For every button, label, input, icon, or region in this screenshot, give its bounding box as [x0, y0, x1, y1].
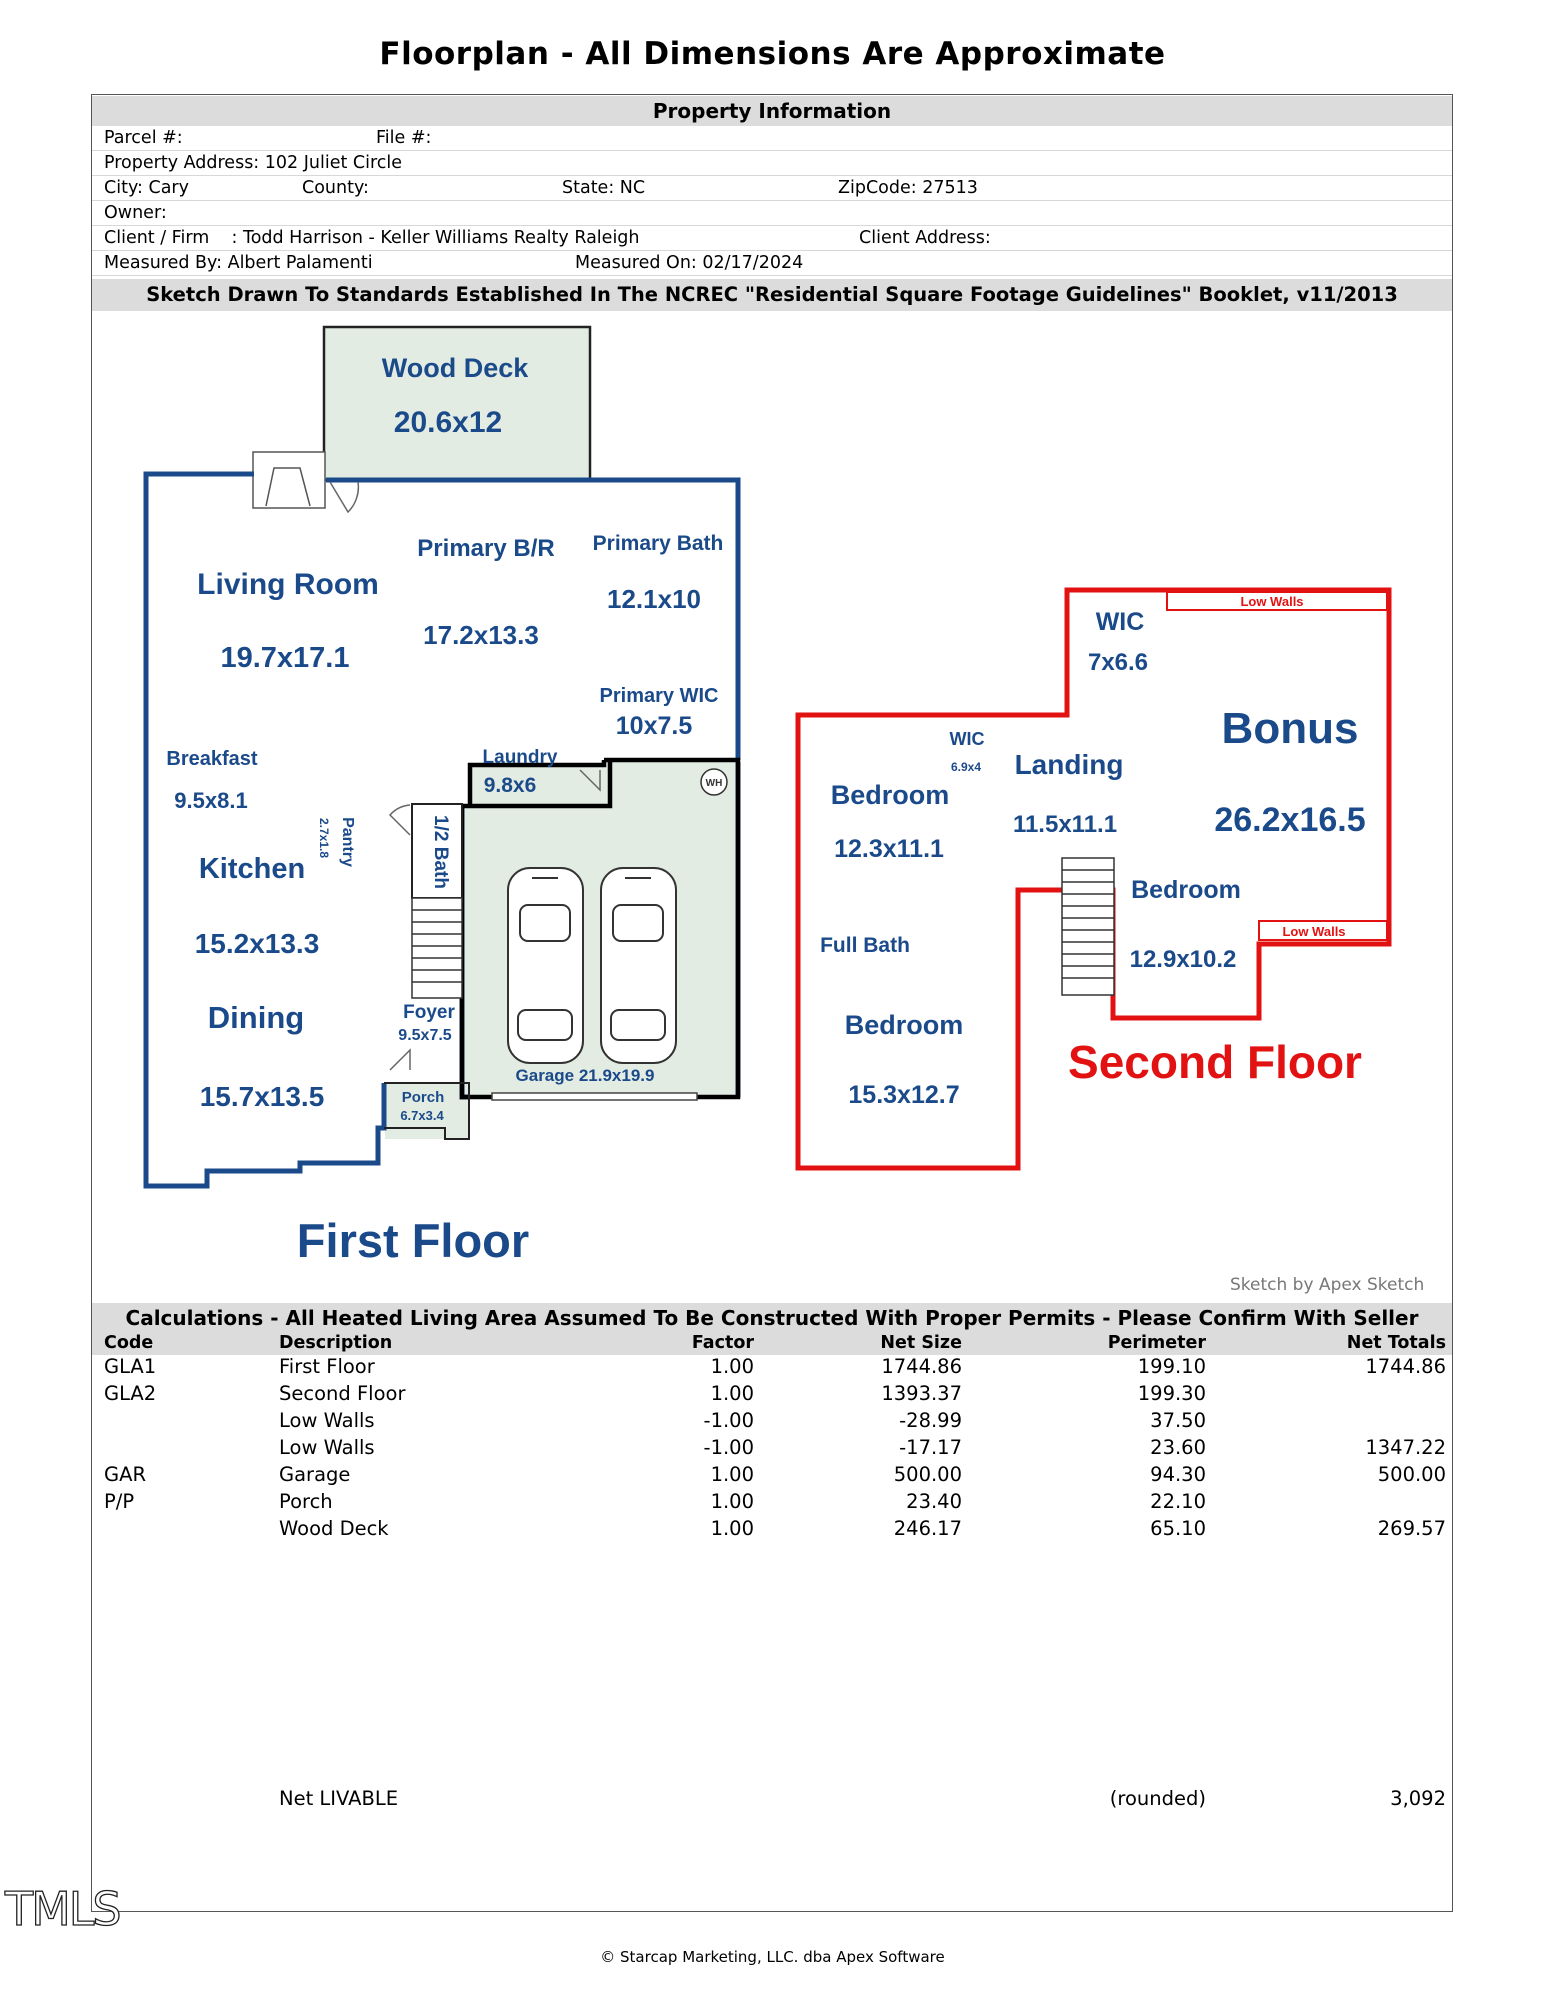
car-icon [601, 868, 676, 1063]
bedroom-label: Bedroom [1131, 876, 1241, 904]
row-factor: 1.00 [710, 1463, 754, 1486]
first-floor-title: First Floor [296, 1214, 530, 1267]
calculations-column-headers [92, 1333, 1452, 1355]
garage-label: Garage 21.9x19.9 [515, 1066, 655, 1085]
primary-br-label: Primary B/R [417, 535, 555, 562]
half-bath-label: 1/2 Bath [430, 815, 451, 889]
landing-dim: 11.5x11.1 [1012, 811, 1118, 838]
rounded-label: (rounded) [1109, 1787, 1206, 1810]
tmls-watermark-logo: TMLS [5, 1882, 120, 1936]
row-code: P/P [104, 1490, 135, 1513]
table-row [92, 1490, 1452, 1516]
row-description: Garage [279, 1463, 351, 1486]
bedroom-dim: 12.3x11.1 [834, 835, 944, 863]
measured-by-field: Measured By: Albert Palamenti [104, 253, 373, 273]
pantry-dim: 2.7x1.8 [317, 817, 331, 859]
bedroom-label: Bedroom [844, 1010, 964, 1040]
row-net-total: 269.57 [1377, 1517, 1446, 1540]
county-field: County: [302, 178, 369, 198]
row-net-size: -28.99 [899, 1409, 962, 1432]
client-field: Client / Firm : Todd Harrison - Keller Williams Realty Raleigh [104, 228, 640, 248]
primary-wic-label: Primary WIC [599, 685, 719, 707]
bedroom-dim: 15.3x12.7 [848, 1081, 960, 1109]
row-factor: -1.00 [703, 1436, 754, 1459]
client-address-field: Client Address: [859, 228, 991, 248]
net-livable-row [92, 1787, 1452, 1813]
parcel-field: Parcel #: [104, 128, 183, 148]
breakfast-label: Breakfast [166, 748, 258, 770]
table-row [92, 1382, 1452, 1408]
address-field: Property Address: 102 Juliet Circle [104, 153, 403, 173]
primary-br-dim: 17.2x13.3 [423, 620, 539, 650]
porch-label: Porch [401, 1089, 445, 1106]
property-info-heading: Property Information [92, 96, 1452, 126]
row-perimeter: 22.10 [1150, 1490, 1206, 1513]
row-net-size: 1393.37 [881, 1382, 962, 1405]
fireplace-box [253, 452, 325, 508]
table-row [92, 1436, 1452, 1462]
row-description: Wood Deck [279, 1517, 389, 1540]
row-perimeter: 65.10 [1150, 1517, 1206, 1540]
table-row [92, 1463, 1452, 1489]
second-floor-title: Second Floor [1068, 1036, 1362, 1088]
foyer-dim: 9.5x7.5 [398, 1027, 452, 1044]
owner-field: Owner: [104, 203, 167, 223]
col-factor: Factor [691, 1333, 754, 1353]
state-field: State: NC [562, 178, 646, 198]
net-livable-label: Net LIVABLE [279, 1787, 399, 1810]
water-heater-label: WH [705, 778, 723, 789]
second-floor-stairs [1062, 858, 1114, 995]
col-description: Description [279, 1333, 393, 1353]
first-floor-stairs [412, 898, 462, 998]
laundry-dim: 9.8x6 [483, 774, 537, 797]
laundry-label: Laundry [482, 747, 558, 768]
copyright-footer: © Starcap Marketing, LLC. dba Apex Software [600, 1948, 945, 1966]
wood-deck-dim: 20.6x12 [393, 406, 503, 439]
table-row [92, 1409, 1452, 1435]
file-field: File #: [376, 128, 432, 148]
full-bath-label: Full Bath [820, 934, 910, 957]
deck-door-swing [330, 482, 358, 512]
row-description: Low Walls [279, 1436, 375, 1459]
row-net-size: 500.00 [893, 1463, 962, 1486]
primary-bath-dim: 12.1x10 [607, 584, 701, 614]
wood-deck-label: Wood Deck [381, 353, 529, 383]
wic-dim: 7x6.6 [1087, 649, 1149, 676]
row-description: Second Floor [279, 1382, 406, 1405]
low-walls-label: Low Walls [1240, 594, 1304, 609]
bonus-label: Bonus [1221, 704, 1359, 753]
row-perimeter: 37.50 [1150, 1409, 1206, 1432]
row-code: GAR [104, 1463, 146, 1486]
net-livable-value: 3,092 [1390, 1787, 1446, 1810]
sketch-standards-heading: Sketch Drawn To Standards Established In The NCREC "Residential Square Footage Guidelines" Booklet, v11/2013 [92, 279, 1452, 311]
row-perimeter: 199.10 [1137, 1355, 1206, 1378]
wood-deck-area [324, 327, 590, 480]
measured-on-field: Measured On: 02/17/2024 [575, 253, 804, 273]
car-icon [508, 868, 583, 1063]
wic-small-dim: 6.9x4 [950, 760, 982, 774]
primary-wic-dim: 10x7.5 [615, 712, 693, 740]
pantry-door-swing [390, 805, 410, 835]
row-perimeter: 94.30 [1150, 1463, 1206, 1486]
row-net-total: 1744.86 [1365, 1355, 1446, 1378]
apex-sketch-credit: Sketch by Apex Sketch [1230, 1275, 1425, 1295]
pantry-label: Pantry [339, 817, 356, 867]
wic-small-label: WIC [949, 729, 985, 749]
garage-area [462, 762, 737, 1097]
breakfast-dim: 9.5x8.1 [174, 788, 248, 813]
low-walls-label: Low Walls [1282, 924, 1346, 939]
row-net-size: -17.17 [899, 1436, 962, 1459]
col-code: Code [104, 1333, 154, 1353]
row-description: First Floor [279, 1355, 375, 1378]
dining-dim: 15.7x13.5 [199, 1081, 325, 1112]
row-net-total: 1347.22 [1365, 1436, 1446, 1459]
foyer-door-swing [390, 1050, 410, 1070]
city-field: City: Cary [104, 178, 189, 198]
bedroom-label: Bedroom [830, 780, 950, 810]
row-code: GLA1 [104, 1355, 157, 1378]
living-room-dim: 19.7x17.1 [220, 642, 350, 674]
wic-label: WIC [1095, 608, 1145, 636]
foyer-label: Foyer [403, 1002, 455, 1023]
page-title: Floorplan - All Dimensions Are Approximate [379, 36, 1166, 72]
primary-bath-label: Primary Bath [592, 532, 724, 555]
bonus-dim: 26.2x16.5 [1214, 801, 1366, 839]
calculations-heading: Calculations - All Heated Living Area Assumed To Be Constructed With Proper Permits - Please Confirm With Seller [92, 1303, 1452, 1333]
kitchen-dim: 15.2x13.3 [194, 928, 320, 959]
row-perimeter: 199.30 [1137, 1382, 1206, 1405]
garage-door [492, 1093, 697, 1100]
row-factor: -1.00 [703, 1409, 754, 1432]
porch-dim: 6.7x3.4 [400, 1108, 444, 1123]
row-code: GLA2 [104, 1382, 157, 1405]
row-net-size: 23.40 [906, 1490, 962, 1513]
row-net-size: 1744.86 [881, 1355, 962, 1378]
table-row [92, 1517, 1452, 1543]
zip-field: ZipCode: 27513 [838, 178, 978, 198]
row-factor: 1.00 [710, 1355, 754, 1378]
col-perimeter: Perimeter [1107, 1333, 1206, 1353]
row-description: Low Walls [279, 1409, 375, 1432]
row-factor: 1.00 [710, 1490, 754, 1513]
bedroom-dim: 12.9x10.2 [1129, 946, 1237, 973]
row-description: Porch [279, 1490, 333, 1513]
kitchen-label: Kitchen [198, 853, 306, 885]
dining-label: Dining [207, 1000, 305, 1035]
living-room-label: Living Room [197, 568, 379, 601]
row-perimeter: 23.60 [1150, 1436, 1206, 1459]
col-net-size: Net Size [880, 1333, 962, 1353]
row-factor: 1.00 [710, 1517, 754, 1540]
landing-label: Landing [1014, 749, 1124, 780]
table-row [92, 1355, 1452, 1381]
row-net-total: 500.00 [1377, 1463, 1446, 1486]
row-net-size: 246.17 [893, 1517, 962, 1540]
col-net-totals: Net Totals [1346, 1333, 1446, 1353]
row-factor: 1.00 [710, 1382, 754, 1405]
